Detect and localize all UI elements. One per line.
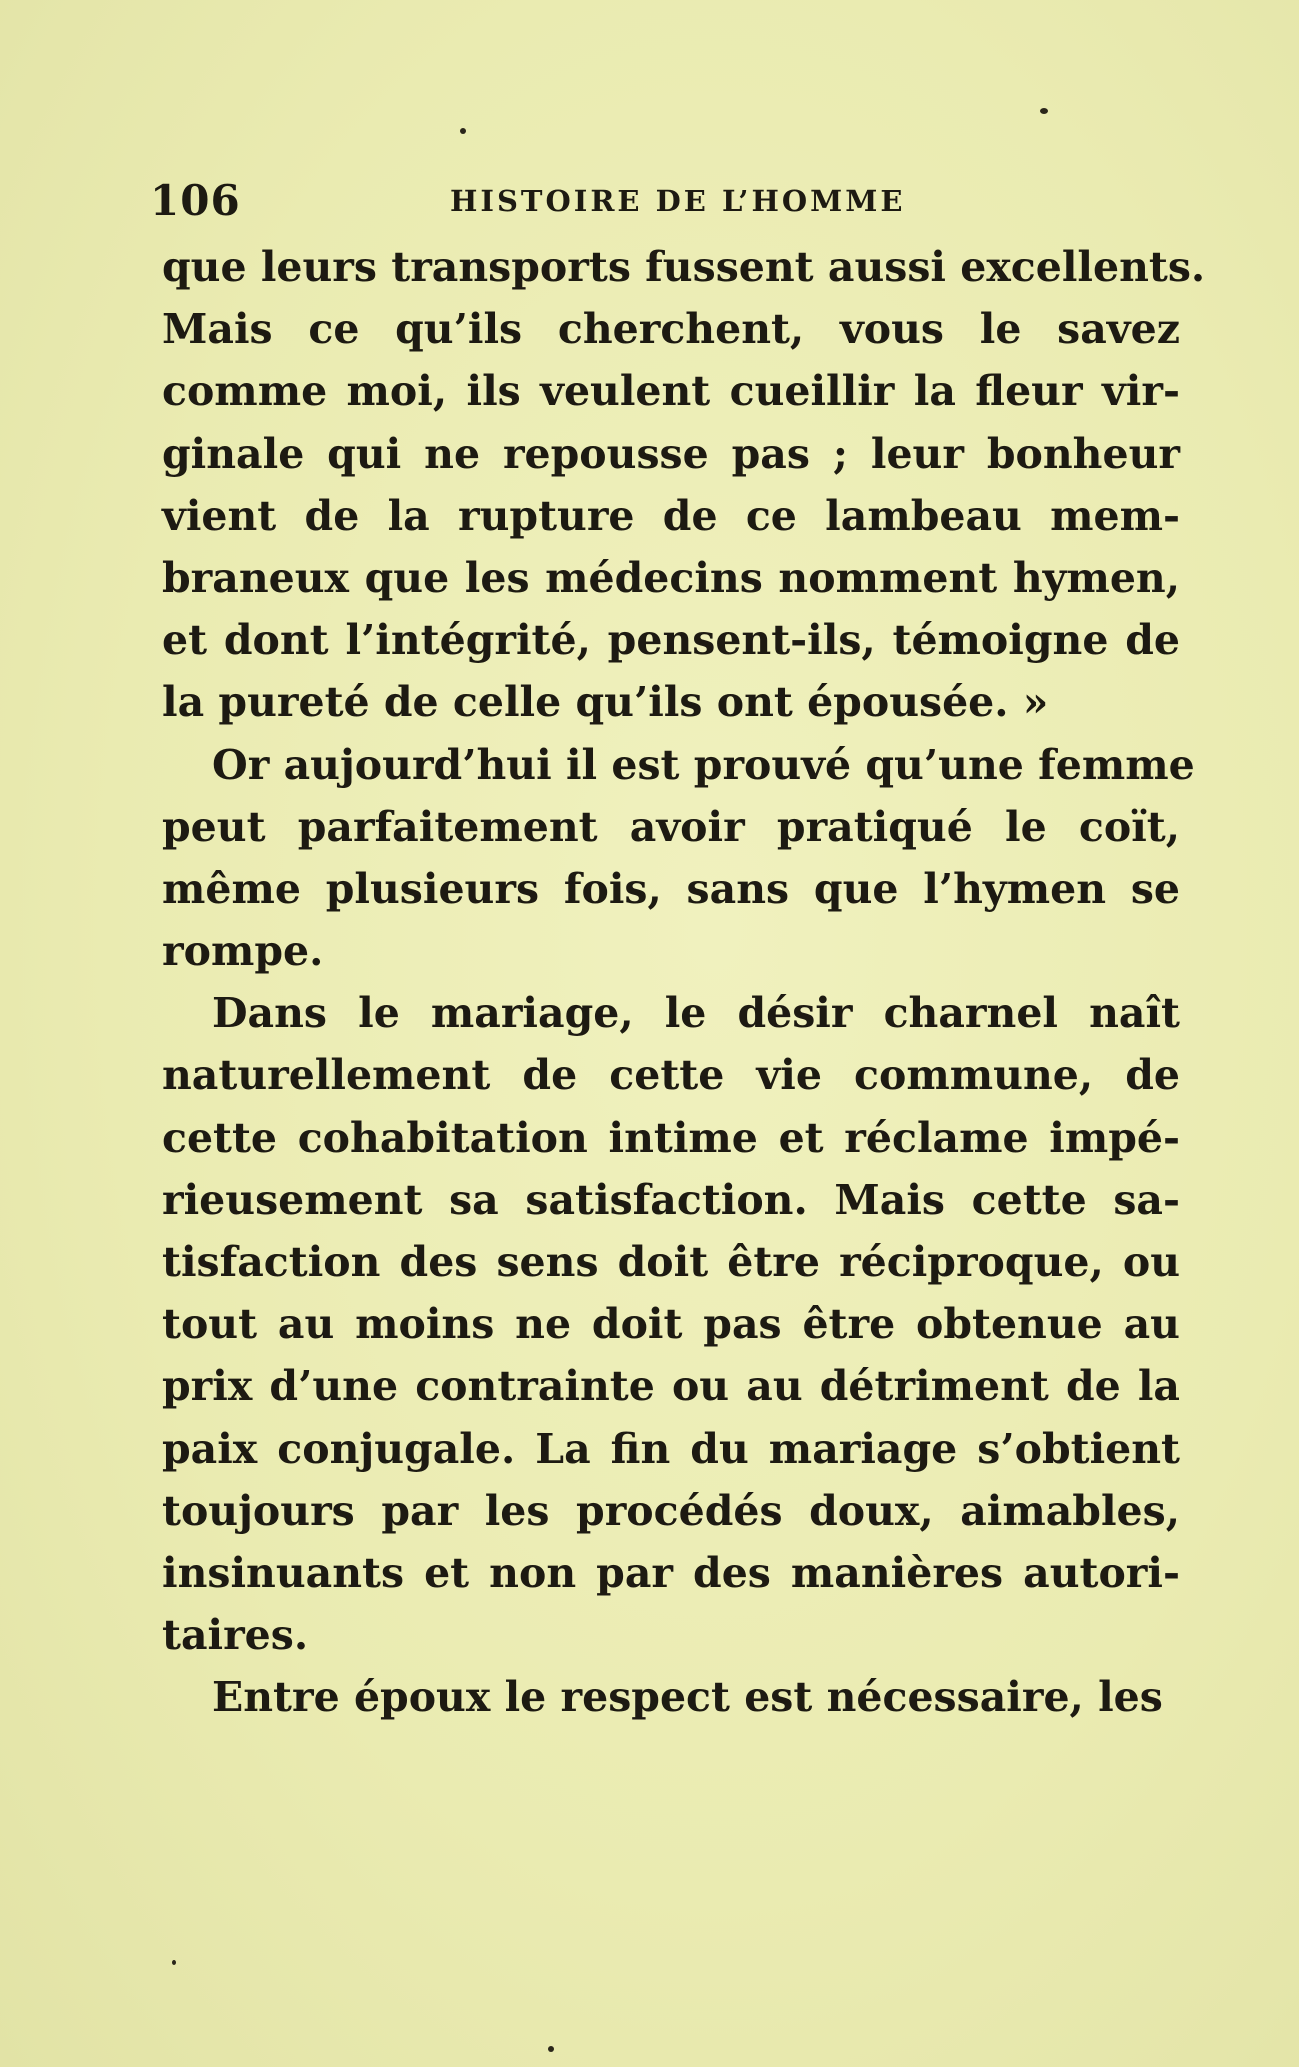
text-line: rompe. [162, 927, 324, 976]
running-head [150, 176, 1180, 226]
text-line: cette cohabitation intime et réclame impé- [162, 1113, 1180, 1162]
running-head-title: HISTOIRE DE L’HOMME [450, 184, 906, 218]
text-line: insinuants et non par des manières autori- [162, 1548, 1180, 1597]
text-line: braneux que les médecins nomment hymen, [162, 553, 1180, 602]
text-line: paix conjugale. La fin du mariage s’obtient [162, 1424, 1180, 1473]
text-line: tout au moins ne doit pas être obtenue au [162, 1300, 1180, 1349]
text-line: comme moi, ils veulent cueillir la fleur vir- [162, 367, 1180, 416]
text-line: prix d’une contrainte ou au détriment de la [162, 1362, 1180, 1411]
ink-speck [460, 128, 466, 134]
text-line: Entre époux le respect est nécessaire, les [212, 1673, 1163, 1722]
text-line: même plusieurs fois, sans que l’hymen se [162, 864, 1180, 913]
text-line: et dont l’intégrité, pensent-ils, témoigne de [162, 616, 1180, 665]
text-line: Dans le mariage, le désir charnel naît [212, 989, 1180, 1038]
text-line: Or aujourd’hui il est prouvé qu’une femme [212, 740, 1195, 789]
text-line: Mais ce qu’ils cherchent, vous le savez [162, 305, 1180, 354]
text-line: la pureté de celle qu’ils ont épousée. » [162, 678, 1049, 727]
text-line: que leurs transports fussent aussi excellents. [162, 243, 1206, 291]
text-line: rieusement sa satisfaction. Mais cette sa- [162, 1175, 1180, 1224]
ink-speck [1040, 108, 1048, 114]
body-text [162, 236, 1206, 1729]
page-number: 106 [150, 176, 241, 225]
text-line: ginale qui ne repousse pas ; leur bonheur [162, 429, 1180, 478]
text-line: taires. [162, 1611, 309, 1660]
ink-speck [548, 2046, 554, 2052]
text-line: vient de la rupture de ce lambeau mem- [162, 491, 1180, 540]
text-line: toujours par les procédés doux, aimables, [162, 1486, 1180, 1535]
text-line: naturellement de cette vie commune, de [162, 1051, 1180, 1100]
text-line: peut parfaitement avoir pratiqué le coït, [162, 802, 1180, 851]
text-line: tisfaction des sens doit être réciproque, ou [162, 1238, 1180, 1286]
ink-speck [172, 1960, 176, 1965]
